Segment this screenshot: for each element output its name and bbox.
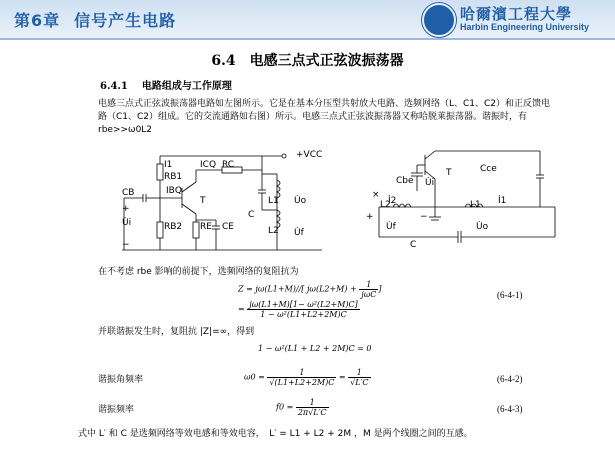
- right-c-label: C: [410, 240, 417, 250]
- right-ui-label: U̇i: [425, 178, 435, 188]
- subsection-text: 电路组成与工作原理: [141, 81, 232, 92]
- z-line2-pre: =: [238, 304, 248, 314]
- cb-label: CB: [122, 188, 135, 198]
- rb2-label: RB2: [164, 222, 183, 232]
- z-line1-post: ]: [378, 284, 382, 294]
- condition-text: 在不考虑 rbe 影响的前提下，选频网络的复阻抗为: [98, 267, 299, 277]
- logo-english-name: Harbin Engineering University: [460, 22, 590, 32]
- ibq-label: IBQ: [166, 186, 182, 196]
- ui-label: U̇i: [122, 218, 132, 228]
- equation-number-1: (6-4-1): [497, 290, 523, 300]
- right-l1-label: L1: [470, 200, 481, 210]
- section-title: 6.4 电感三点式正弦波振荡器: [211, 53, 404, 69]
- right-uf-label: U̇f: [386, 222, 396, 232]
- equation-number-2: (6-4-2): [497, 374, 523, 384]
- z-line1-num: 1: [359, 280, 378, 290]
- vcc-label: +VCC: [296, 150, 323, 160]
- header-bar: [0, 0, 615, 40]
- frequency-label: 谐振频率: [98, 405, 135, 415]
- l1-label: L1: [268, 196, 279, 206]
- university-seal-icon: [422, 3, 456, 37]
- resonance-equation: 1 − ω²(L1 + L2 + 2M)C = 0: [258, 344, 372, 353]
- chapter-heading: [14, 8, 176, 31]
- w0-num2: 1: [348, 368, 370, 378]
- f0-num: 1: [296, 398, 329, 408]
- ui-plus: +: [122, 204, 130, 214]
- subsection-number: 6.4.1: [100, 81, 128, 92]
- re-label: RE: [200, 222, 212, 232]
- angular-frequency-equation: [244, 368, 371, 387]
- frequency-equation: [276, 398, 329, 417]
- z-line1-pre: Z = jω(L1+M)//[ jω(L2+M) +: [238, 284, 360, 294]
- i1-current-label: İ1: [498, 196, 507, 206]
- chapter-number: 第6章: [14, 11, 61, 30]
- f0-pre: f0 =: [276, 402, 296, 412]
- ui-minus: −: [122, 240, 130, 250]
- transistor-label: T: [200, 196, 206, 206]
- right-uo-label: U̇o: [476, 222, 489, 232]
- w0-den: √(L1+L2+2M)C: [269, 378, 335, 387]
- uo-label: U̇o: [294, 196, 307, 206]
- subsection-title: [100, 77, 232, 92]
- cross-mark: ×: [372, 190, 380, 200]
- resonance-text: 并联谐振发生时，复阻抗 |Z|=∞，得到: [98, 327, 255, 337]
- logo-chinese-name: 哈爾濱工程大學: [460, 5, 573, 23]
- right-minus: −: [420, 212, 428, 222]
- z-line2-num: jω(L1+M)[1− ω²(L2+M)C]: [249, 300, 358, 309]
- w0-num: 1: [267, 368, 336, 378]
- ce-label: CE: [222, 222, 234, 232]
- chapter-title: 信号产生电路: [74, 11, 177, 30]
- z-line1-den: jωC: [361, 290, 377, 299]
- right-plus: +: [366, 212, 374, 222]
- equation-number-3: (6-4-3): [497, 404, 523, 414]
- w0-equals: =: [336, 372, 349, 382]
- right-l2-label: L2: [380, 200, 391, 210]
- i2-label: İ2: [388, 196, 397, 206]
- z-line2-den: 1 − ω²(L1+L2+2M)C: [260, 310, 347, 319]
- w0-pre: ω0 =: [244, 372, 268, 382]
- impedance-equation-line2: [238, 300, 360, 319]
- i1-label: I1: [164, 160, 173, 170]
- icq-label: ICQ: [200, 160, 217, 170]
- intro-paragraph: 电感三点式正弦波振荡器电路如左图所示。它是在基本分压型共射放大电路、选频网络（L、C1、C2）和正反馈电路（C1、C2）组成。它的交流通路如右图）所示。电感三点式正弦波振荡器又称哈脱莱振荡器。谐振时，有 rbe>>ω0L2: [98, 99, 551, 135]
- rb1-label: RB1: [164, 172, 183, 182]
- university-logo: [422, 2, 607, 36]
- cbe-label: Cbe: [396, 176, 414, 186]
- uf-label: U̇f: [294, 228, 304, 238]
- footnote-text: 式中 L′ 和 C 是选频网络等效电感和等效电容， L′ = L1 + L2 + 2M ，M 是两个线圈之间的互感。: [78, 429, 473, 439]
- cce-label: Cce: [480, 164, 497, 174]
- impedance-equation-line1: [238, 280, 382, 299]
- w0-den2: √L′C: [350, 378, 369, 387]
- rc-label: RC: [222, 160, 235, 170]
- f0-den: 2π√L′C: [297, 408, 327, 417]
- c-label: C: [248, 210, 255, 220]
- angular-frequency-label: 谐振角频率: [98, 375, 144, 385]
- right-transistor-label: T: [446, 168, 452, 178]
- l2-label: L2: [268, 226, 279, 236]
